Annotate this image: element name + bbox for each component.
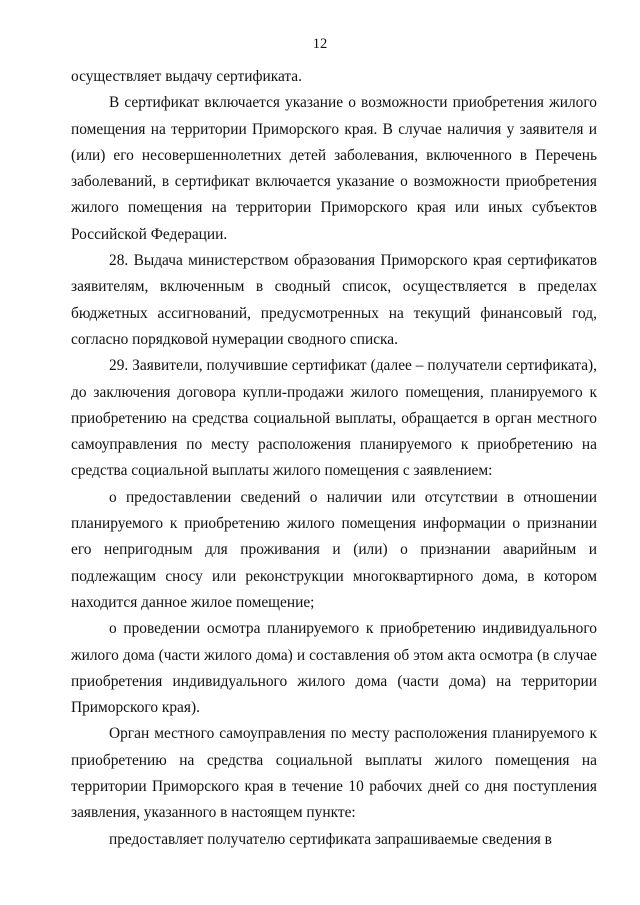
paragraph-certificate-content: В сертификат включается указание о возможности приобретения жилого помещения на территории Приморского края. В случае наличия у заявителя и (или) его несовершеннолетних детей заболевания, включенного в Перечень заболеваний, в сертификат включается указание о возможности приобретения жилого помещения на территории Приморского края или иных субъектов Российской Федерации. xyxy=(71,94,597,243)
page-number: 12 xyxy=(312,36,328,52)
paragraph-continuation: осуществляет выдачу сертификата. xyxy=(71,68,302,85)
document-body xyxy=(71,64,597,853)
paragraph-inspection-request: о проведении осмотра планируемого к приобретению индивидуального жилого дома (части жилого дома) и составления об этом акта осмотра (в случае приобретения индивидуального жилого дома (части дома) на территории Приморского края). xyxy=(71,620,597,717)
paragraph-local-authority: Орган местного самоуправления по месту расположения планируемого к приобретению на средства социальной выплаты жилого помещения на территории Приморского края в течение 10 рабочих дней со дня поступления заявления, указанного в настоящем пункте: xyxy=(71,725,597,822)
paragraph-info-request: о предоставлении сведений о наличии или отсутствии в отношении планируемого к приобретению жилого помещения информации о признании его непригодным для проживания и (или) о признании аварийным и подлежащим сносу или реконструкции многоквартирного дома, в котором находится данное жилое помещение; xyxy=(71,488,597,611)
paragraph-item-29: 29. Заявители, получившие сертификат (далее – получатели сертификата), до заключения договора купли-продажи жилого помещения, планируемого к приобретению на средства социальной выплаты, обращается в орган местного самоуправления по месту расположения планируемого к приобретению на средства социальной выплаты жилого помещения с заявлением: xyxy=(71,357,597,480)
paragraph-item-28: 28. Выдача министерством образования Приморского края сертификатов заявителям, включенным в сводный список, осуществляется в пределах бюджетных ассигнований, предусмотренных на текущий финансовый год, согласно порядковой нумерации сводного списка. xyxy=(71,252,597,348)
paragraph-provides-info: предоставляет получателю сертификата запрашиваемые сведения в xyxy=(109,830,552,848)
